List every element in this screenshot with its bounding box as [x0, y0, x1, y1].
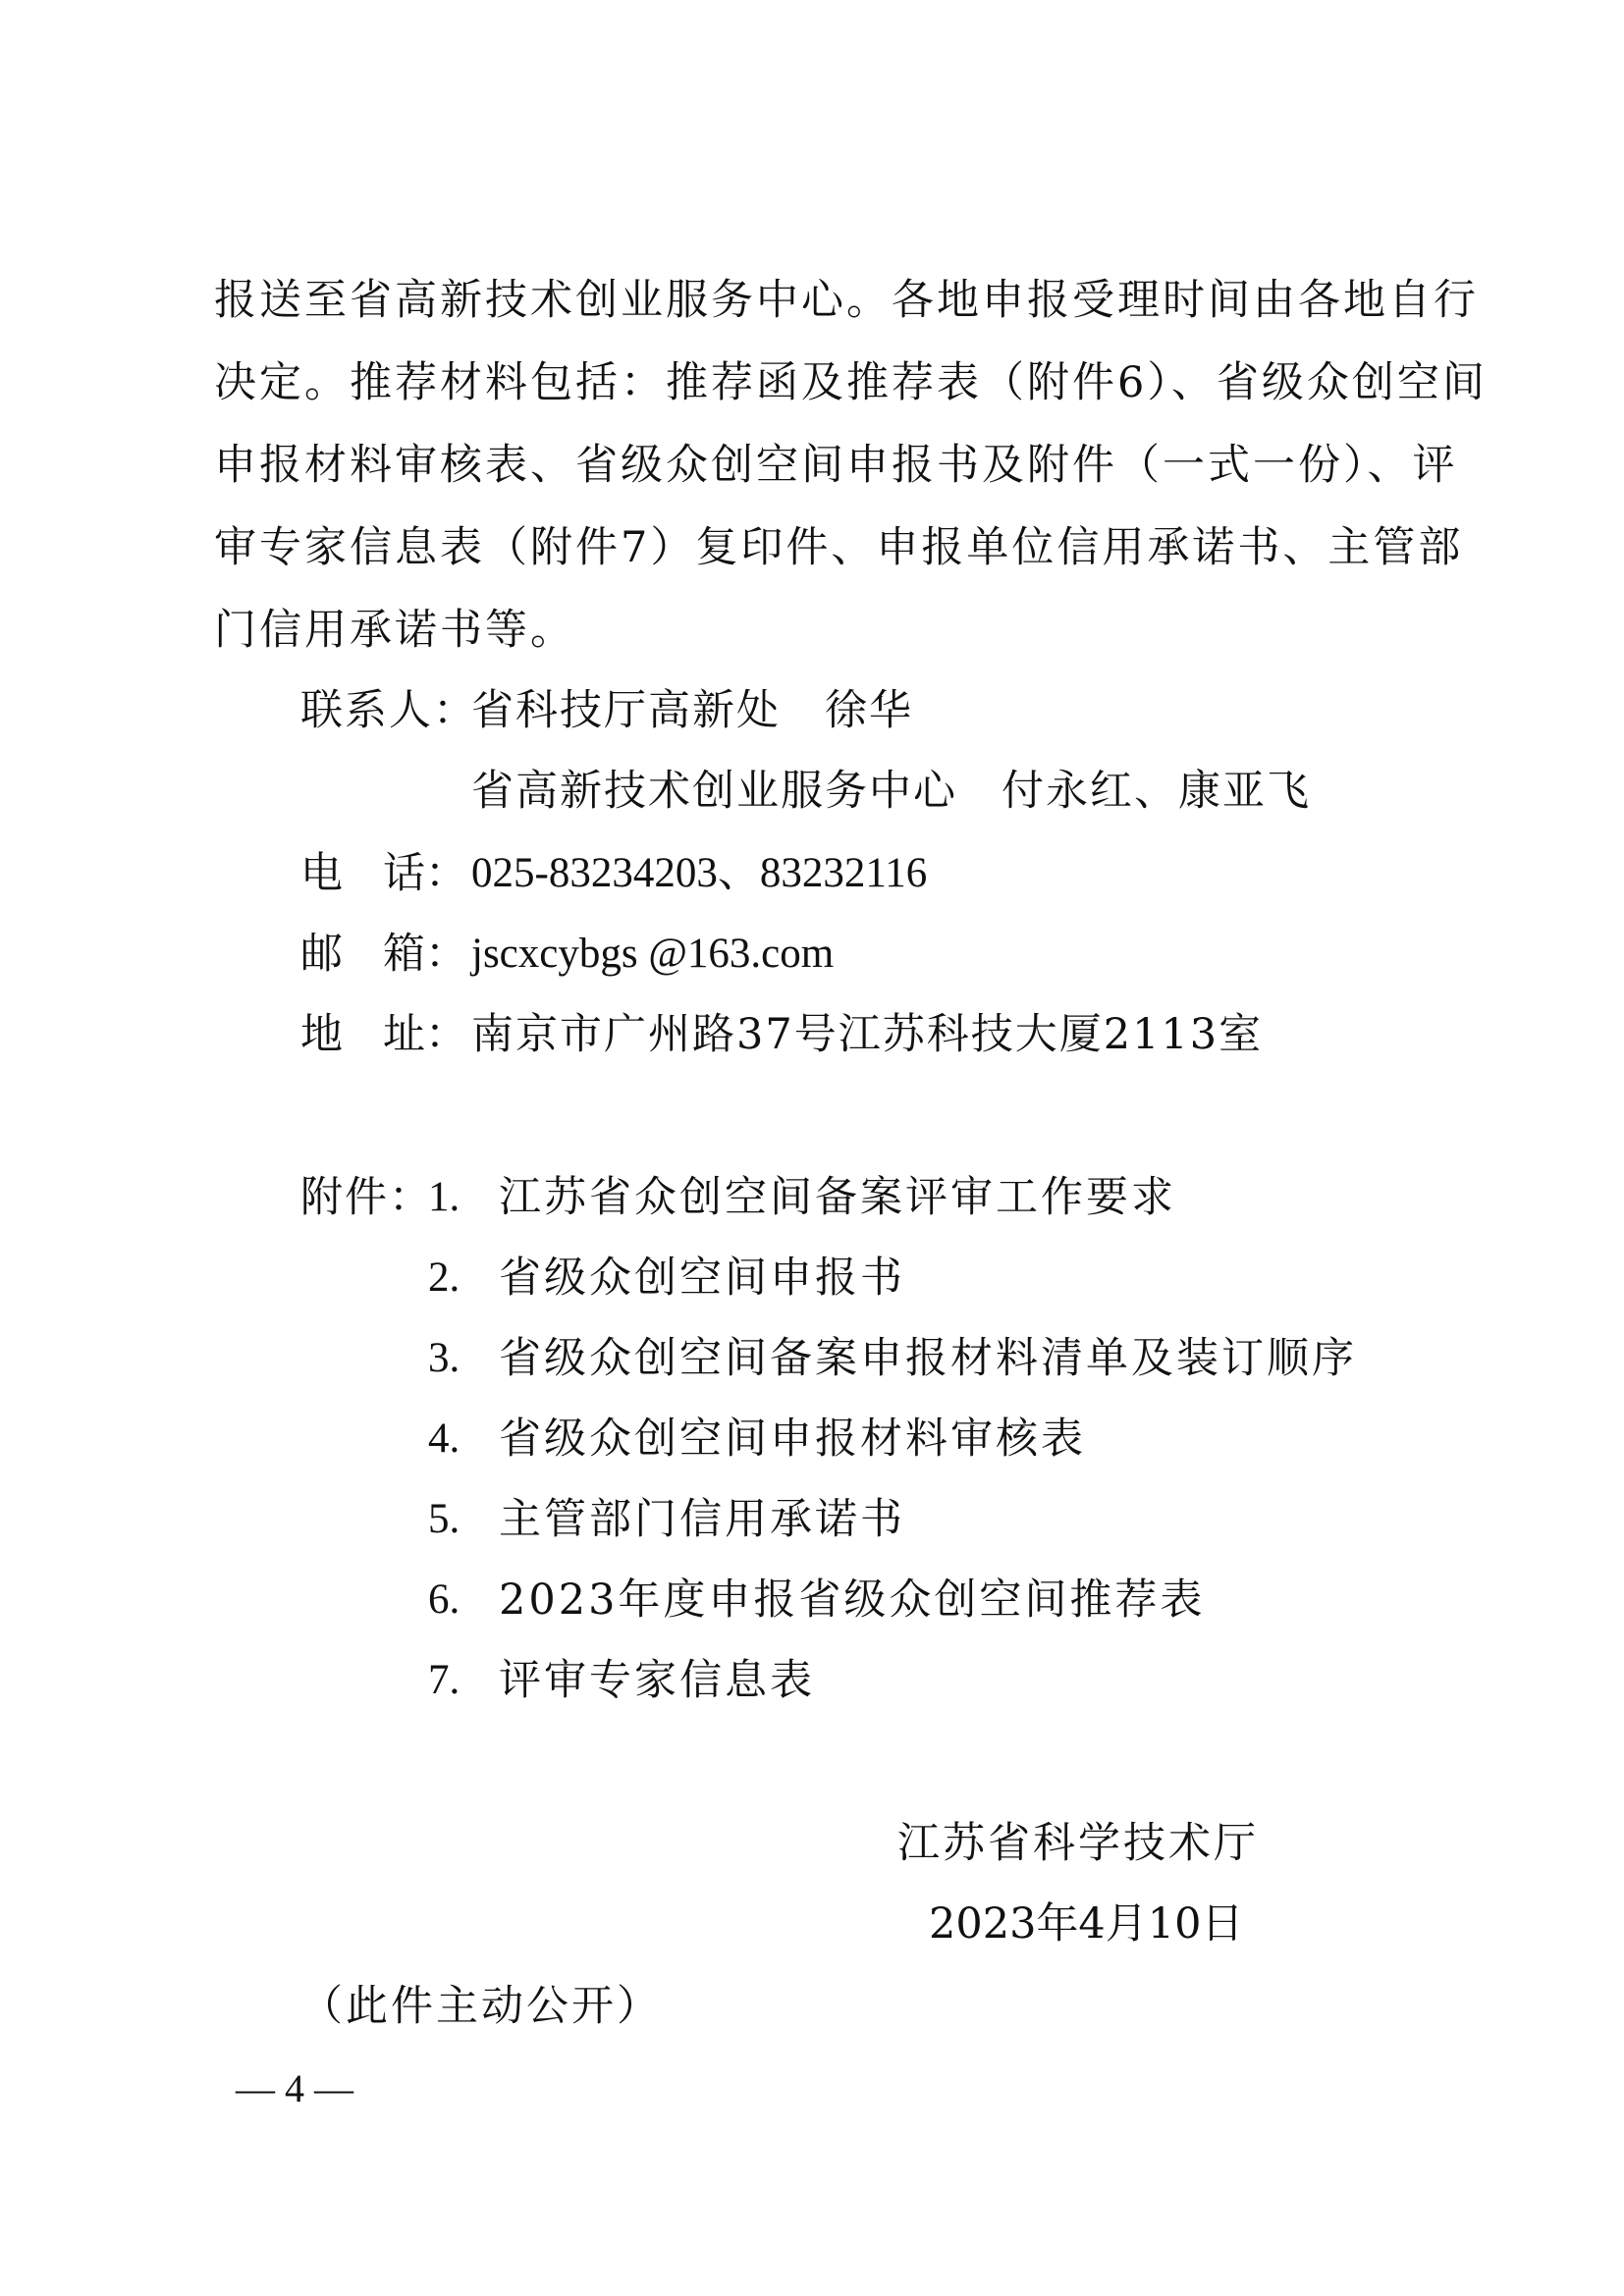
body-line-1: 报送至省高新技术创业服务中心。各地申报受理时间由各地自行 — [214, 276, 1479, 325]
contact-person-line-2: 省高新技术创业服务中心 付永红、康亚飞 — [471, 767, 1311, 816]
attachment-number: 2. — [428, 1255, 460, 1301]
phone-label — [300, 846, 467, 901]
attachment-title: 省级众创空间申报书 — [499, 1254, 905, 1303]
page-number: — 4 — — [236, 2066, 353, 2110]
contact-person-label: 联系人： — [300, 686, 477, 735]
contact-person-line-1: 省科技厅高新处 徐华 — [471, 686, 913, 735]
address-value: 南京市广州路37号江苏科技大厦2113室 — [471, 1010, 1264, 1059]
body-line-3: 申报材料审核表、省级众创空间申报书及附件（一式一份）、评 — [214, 441, 1458, 490]
attachment-number: 7. — [428, 1657, 460, 1703]
attachment-title: 江苏省众创空间备案评审工作要求 — [499, 1173, 1176, 1222]
body-line-2: 决定。推荐材料包括：推荐函及推荐表（附件6）、省级众创空间 — [214, 358, 1488, 407]
address-label-char-1: 地 — [300, 1010, 343, 1059]
issue-date: 2023年4月10日 — [929, 1899, 1244, 1949]
email-label-char-2: 箱： — [383, 930, 467, 979]
body-line-5: 门信用承诺书等。 — [214, 606, 575, 655]
attachment-title: 主管部门信用承诺书 — [499, 1495, 905, 1544]
address-label-char-2: 址： — [383, 1010, 467, 1059]
attachment-title: 省级众创空间备案申报材料清单及装订顺序 — [499, 1334, 1357, 1383]
phone-label-char-1: 电 — [300, 849, 343, 898]
attachment-title: 省级众创空间申报材料审核表 — [499, 1415, 1086, 1464]
attachment-number: 5. — [428, 1496, 460, 1542]
attachment-number: 1. — [428, 1174, 460, 1220]
attachment-number: 3. — [428, 1335, 460, 1381]
attachment-title: 评审专家信息表 — [499, 1656, 815, 1705]
address-label — [300, 1007, 467, 1062]
issuer-name: 江苏省科学技术厅 — [897, 1819, 1259, 1868]
body-line-4: 审专家信息表（附件7）复印件、申报单位信用承诺书、主管部 — [214, 523, 1464, 572]
attachment-number: 4. — [428, 1415, 460, 1462]
email-label-char-1: 邮 — [300, 930, 343, 979]
disclosure-note: （此件主动公开） — [300, 1982, 662, 2031]
attachment-number: 6. — [428, 1576, 460, 1623]
attachments-label: 附件： — [300, 1173, 433, 1222]
email-label — [300, 927, 467, 982]
attachment-title: 2023年度申报省级众创空间推荐表 — [499, 1575, 1206, 1625]
phone-value: 025-83234203、83232116 — [471, 850, 928, 896]
email-value: jscxcybgs @163.com — [471, 931, 835, 977]
phone-label-char-2: 话： — [383, 849, 467, 898]
